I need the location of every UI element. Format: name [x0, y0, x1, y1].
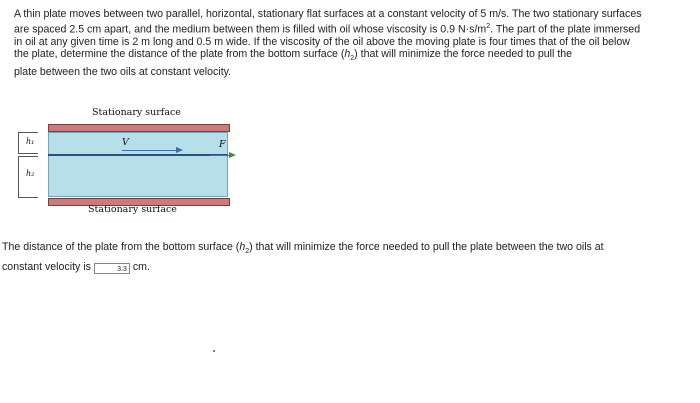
problem-line-2b: . The part of the plate immersed [490, 23, 641, 36]
answer-unit: cm. [132, 260, 150, 273]
answer-line-1 [2, 240, 692, 260]
answer-input[interactable]: 3.3 [94, 263, 130, 274]
top-stationary-surface [48, 124, 230, 132]
force-arrow [210, 155, 230, 156]
cursor-dot [213, 350, 215, 352]
answer-text-a: The distance of the plate from the bottom surface ( [2, 241, 240, 253]
moving-plate [48, 154, 228, 156]
answer-line-2 [2, 260, 692, 275]
answer-text-c: constant velocity is [2, 260, 91, 273]
problem-line-2 [14, 21, 690, 36]
plate-diagram [14, 104, 236, 216]
problem-line-1: A thin plate moves between two parallel, horizontal, stationary flat surfaces at a constant velocity of 5 m/s. The two stationary surfaces [14, 8, 642, 20]
answer-text-b: ) that will minimize the force needed to pull the plate between the two oils at [249, 241, 604, 253]
force-arrow-head [229, 152, 236, 158]
answer-statement [2, 240, 692, 274]
answer-h2-variable: h [239, 241, 246, 253]
problem-line-2a: are spaced 2.5 cm apart, and the medium between them is filled with oil whose viscosity is 0.9 N·s/m [14, 23, 487, 36]
viscosity-unit-exponent: 2 [486, 22, 491, 30]
h2-variable: h [344, 48, 351, 61]
velocity-arrow-head [176, 147, 183, 153]
h2-subscript: 2 [350, 55, 355, 63]
h2-label: h₂ [26, 169, 35, 178]
oil-layer [48, 132, 228, 197]
h1-label: h₁ [26, 137, 35, 146]
problem-line-4a: the plate, determine the distance of the plate from the bottom surface ( [14, 48, 345, 61]
answer-h2-subscript: 2 [245, 248, 250, 256]
problem-line-4b: ) that will minimize the force needed to pull the [354, 48, 573, 61]
bottom-surface-label: Stationary surface [88, 204, 177, 215]
problem-line-3: in oil at any given time is 2 m long and 0.5 m wide. If the viscosity of the oil above the moving plate is four times that of the oil below [14, 35, 630, 48]
problem-line-4 [14, 48, 690, 66]
force-label: F [219, 139, 226, 150]
problem-statement [14, 8, 690, 79]
velocity-label: V [122, 137, 129, 148]
problem-line-5: plate between the two oils at constant velocity. [14, 66, 232, 79]
velocity-arrow [122, 150, 176, 151]
top-surface-label: Stationary surface [92, 107, 181, 118]
